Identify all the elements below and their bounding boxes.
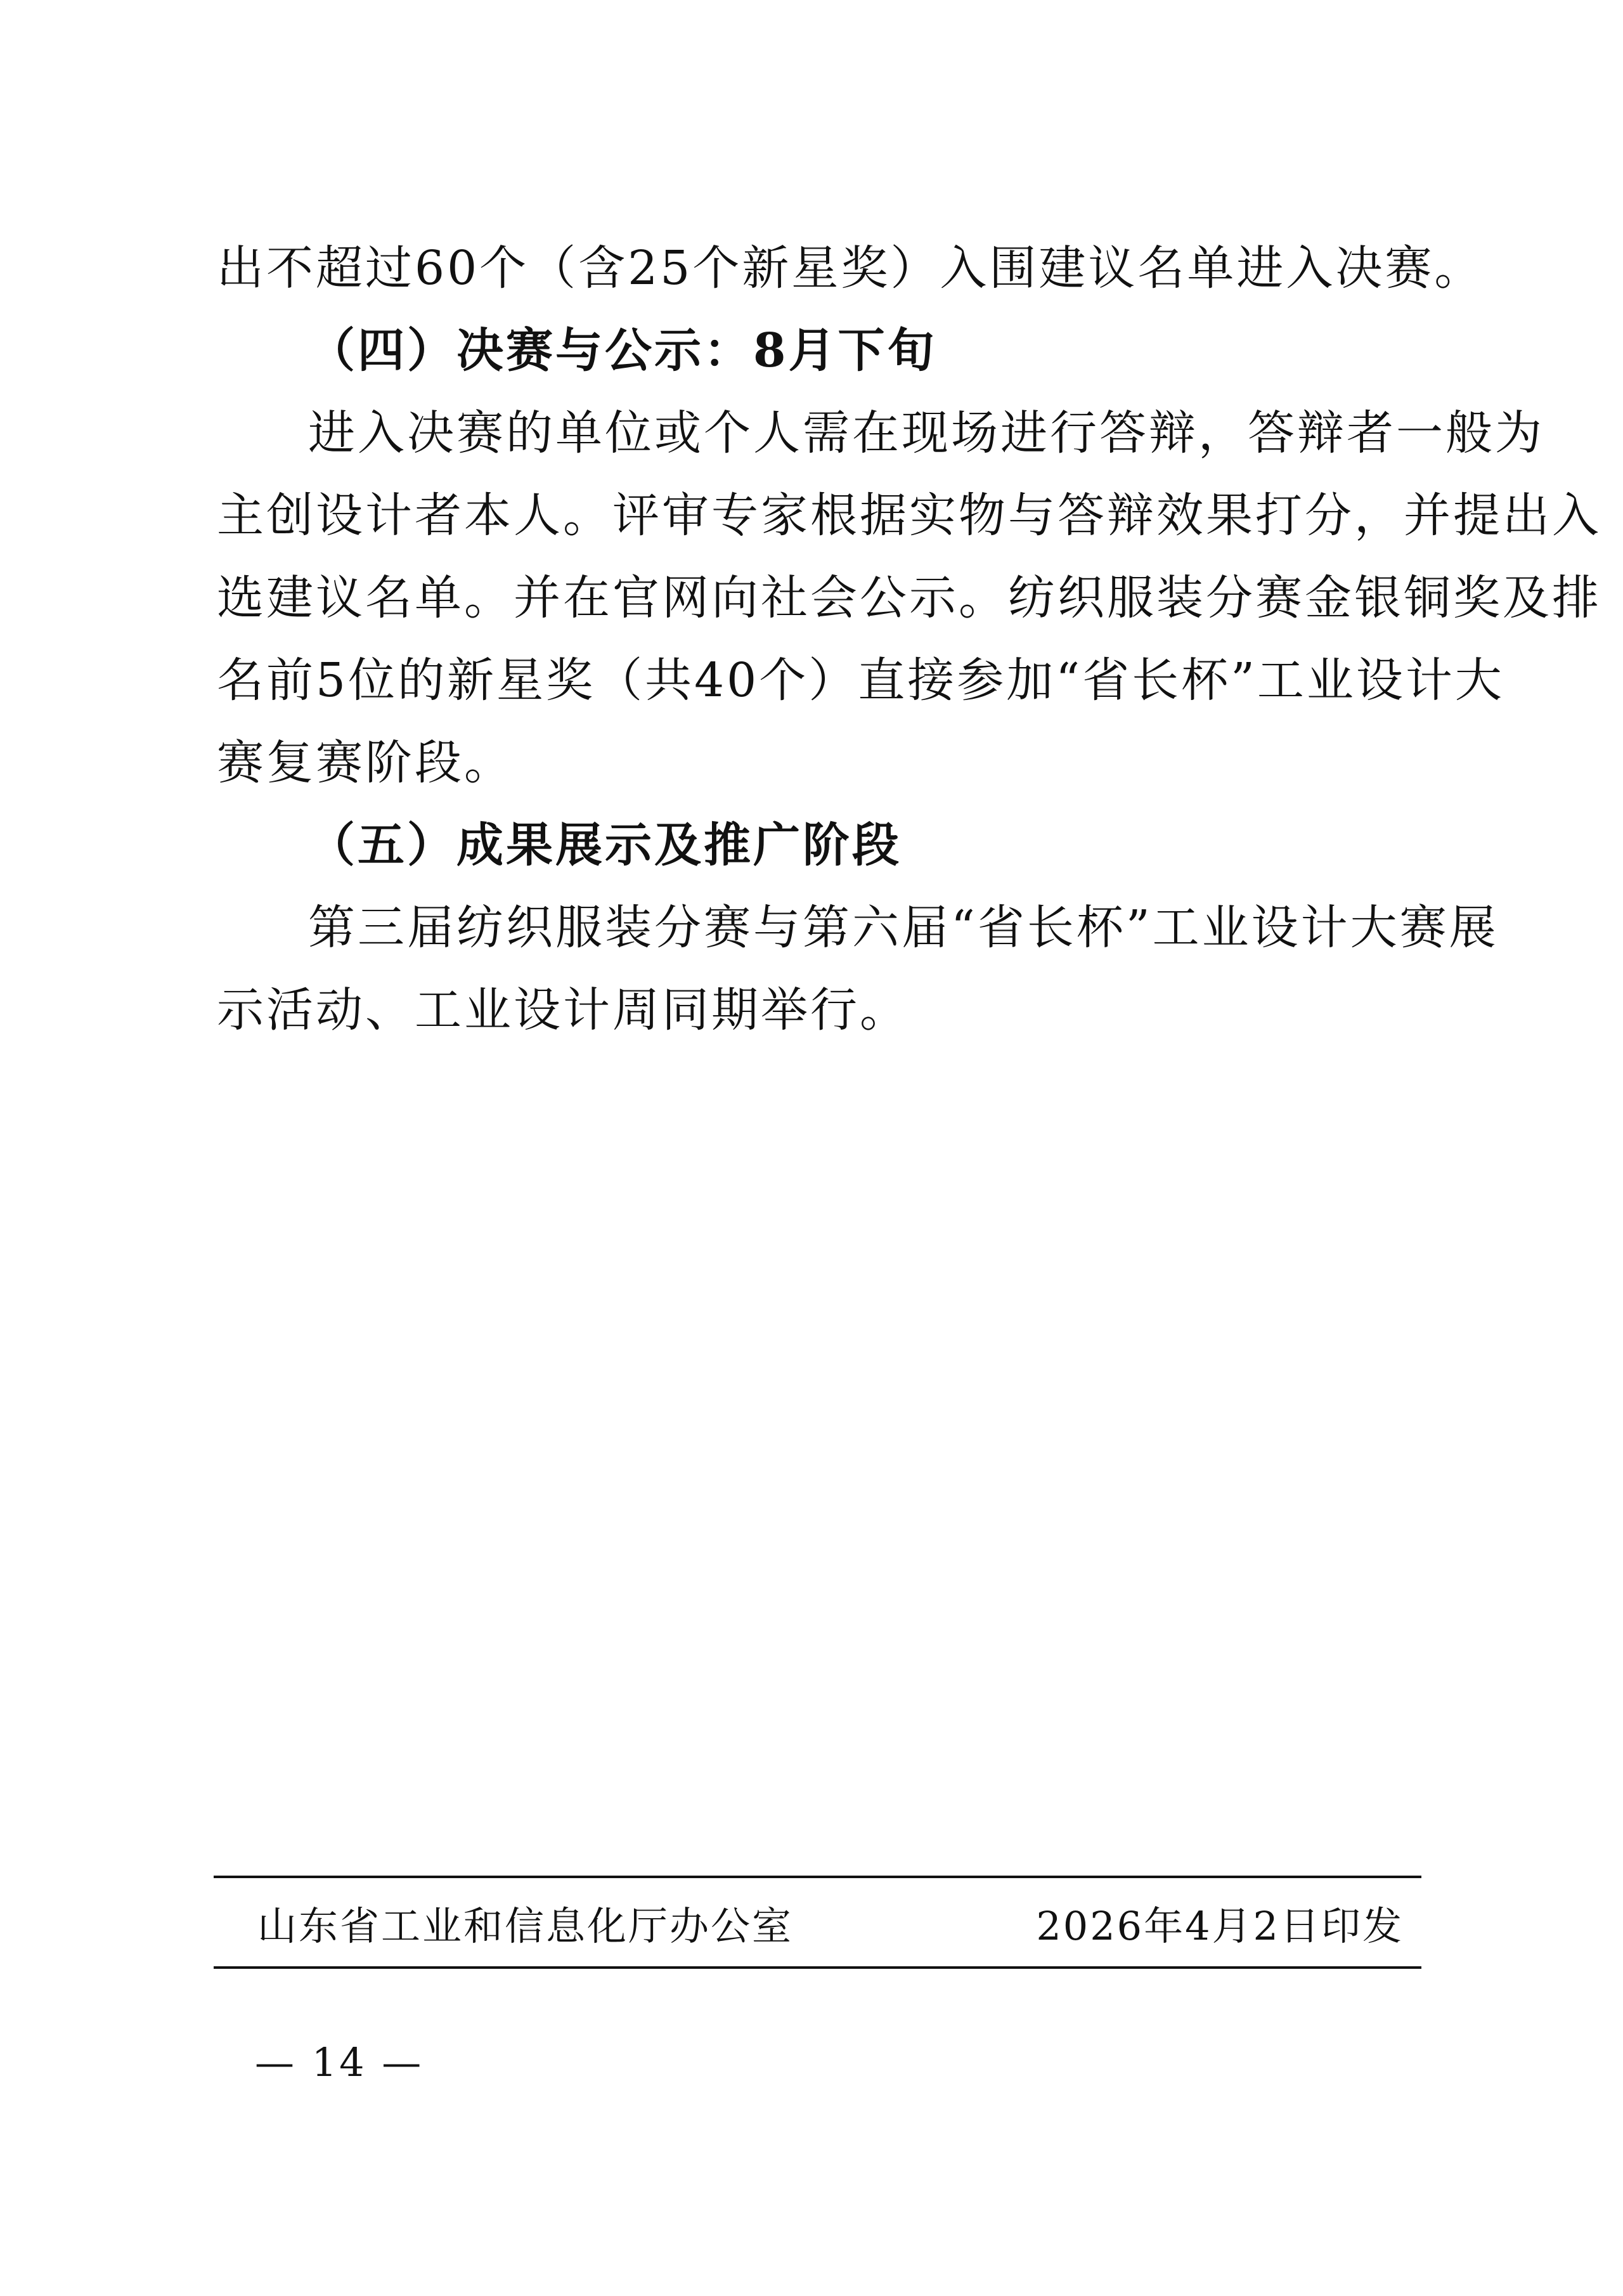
paragraph-3-line-4: 名前5位的新星奖（共40个）直接参加“省长杯”工业设计大 [217, 653, 1504, 708]
footer-bottom-rule [214, 1966, 1421, 1969]
section-heading-four: （四）决赛与公示：8月下旬 [308, 323, 937, 378]
paragraph-1-line-1: 出不超过60个（含25个新星奖）入围建议名单进入决赛。 [217, 241, 1484, 295]
footer-issuer: 山东省工业和信息化厅办公室 [257, 1903, 794, 1949]
paragraph-5-line-2: 示活动、工业设计周同期举行。 [217, 983, 909, 1037]
page-number: — 14 — [255, 2039, 424, 2085]
paragraph-3-line-1: 进入决赛的单位或个人需在现场进行答辩，答辩者一般为 [308, 406, 1544, 460]
section-heading-five: （五）成果展示及推广阶段 [308, 818, 902, 872]
paragraph-5-line-1: 第三届纺织服装分赛与第六届“省长杯”工业设计大赛展 [308, 900, 1499, 955]
paragraph-3-line-2: 主创设计者本人。评审专家根据实物与答辩效果打分，并提出入 [217, 488, 1601, 543]
footer-issue-date: 2026年4月2日印发 [1036, 1903, 1404, 1949]
paragraph-3-line-3: 选建议名单。并在官网向社会公示。纺织服装分赛金银铜奖及排 [217, 571, 1601, 625]
paragraph-3-line-5: 赛复赛阶段。 [217, 736, 514, 790]
footer-top-rule [214, 1876, 1421, 1878]
